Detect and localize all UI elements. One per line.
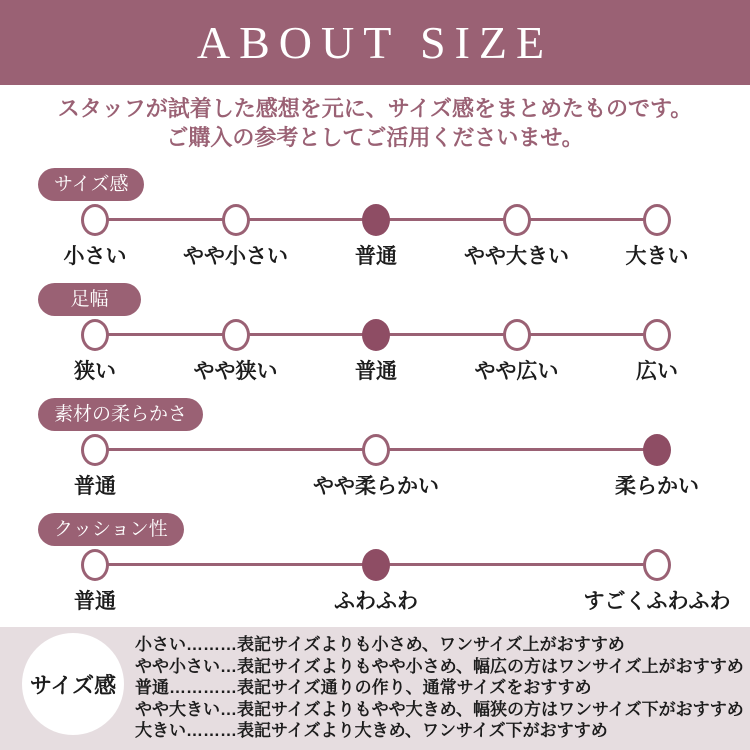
rating-dot — [222, 204, 250, 236]
scale-title-pill: 足幅 — [38, 283, 141, 316]
rating-dot — [81, 204, 109, 236]
header-bar — [0, 0, 750, 85]
rating-label: やや狭い — [193, 360, 278, 383]
rating-scales — [0, 165, 750, 625]
rating-dot-selected — [643, 434, 671, 466]
rating-dot — [643, 319, 671, 351]
rating-label: 広い — [636, 360, 678, 383]
rating-dot — [643, 549, 671, 581]
scale-title-pill: 素材の柔らかさ — [38, 398, 203, 431]
rating-dot — [81, 549, 109, 581]
rating-label: 普通 — [355, 360, 397, 383]
rating-dot — [503, 204, 531, 236]
rating-label: 普通 — [355, 245, 397, 268]
legend-lines — [135, 634, 744, 742]
rating-label: 大きい — [625, 245, 689, 268]
rating-dot-selected — [362, 319, 390, 351]
legend-line: 大きい………表記サイズより大きめ、ワンサイズ下がおすすめ — [135, 721, 608, 740]
intro-line-1: スタッフが試着した感想を元に、サイズ感をまとめたものです。 — [57, 96, 693, 121]
rating-label: 普通 — [74, 590, 116, 613]
legend-line: やや小さい…表記サイズよりもやや小さめ、幅広の方はワンサイズ上がおすすめ — [135, 656, 744, 676]
rating-label: やや柔らかい — [313, 475, 439, 498]
size-legend-panel — [0, 627, 750, 750]
rating-label: 小さい — [63, 245, 127, 268]
rating-label: 狭い — [74, 360, 116, 383]
rating-dot — [222, 319, 250, 351]
rating-dot — [81, 434, 109, 466]
legend-line: やや大きい…表記サイズよりもやや大きめ、幅狭の方はワンサイズ下がおすすめ — [135, 699, 744, 719]
rating-label: やや大きい — [464, 245, 569, 268]
rating-label: ふわふわ — [334, 590, 418, 613]
rating-dot — [81, 319, 109, 351]
legend-line: 普通…………表記サイズ通りの作り、通常サイズをおすすめ — [135, 678, 592, 697]
rating-label: すごくふわふわ — [583, 590, 731, 613]
rating-label: 柔らかい — [615, 475, 699, 498]
rating-label: やや小さい — [183, 245, 288, 268]
rating-dot-selected — [362, 204, 390, 236]
scale-track — [74, 434, 699, 498]
scale-cushioning — [0, 510, 750, 625]
scale-track — [74, 319, 678, 383]
scale-size-feel — [0, 165, 750, 280]
intro-line-2: ご購入の参考としてご活用くださいませ。 — [166, 125, 584, 150]
legend-line: 小さい………表記サイズよりも小さめ、ワンサイズ上がおすすめ — [135, 635, 625, 654]
scale-track — [74, 549, 731, 613]
scale-title-pill: クッション性 — [38, 513, 184, 546]
legend-badge: サイズ感 — [22, 633, 124, 735]
scale-foot-width — [0, 280, 750, 395]
scale-track — [63, 204, 689, 268]
intro-text — [0, 94, 750, 152]
scale-material-softness — [0, 395, 750, 510]
rating-label: 普通 — [74, 475, 116, 498]
rating-dot-selected — [362, 549, 390, 581]
rating-label: やや広い — [474, 360, 559, 383]
rating-dot — [643, 204, 671, 236]
scale-title-pill: サイズ感 — [38, 168, 144, 201]
rating-dot — [362, 434, 390, 466]
page-title: ABOUT SIZE — [196, 17, 554, 68]
rating-dot — [503, 319, 531, 351]
